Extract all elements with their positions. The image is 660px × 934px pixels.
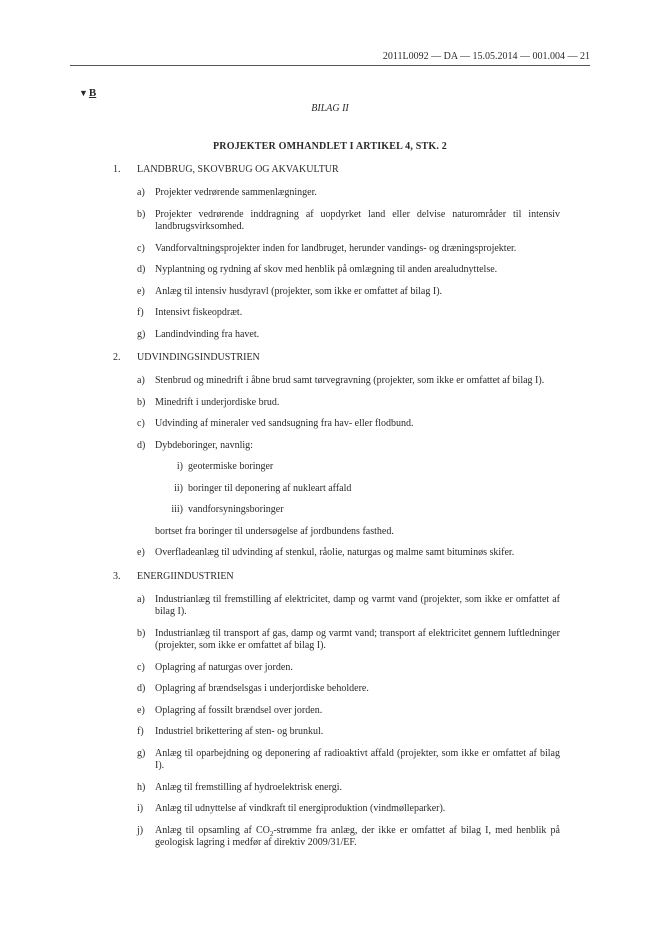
list-item bbox=[137, 825, 560, 850]
exception-note: bortset fra boringer til undersøgelse af jordbundens fasthed. bbox=[155, 525, 394, 537]
item-text: Industriel brikettering af sten- og brunkul. bbox=[155, 726, 324, 737]
section-title: ENERGIINDUSTRIEN bbox=[137, 570, 234, 582]
sub-list-item bbox=[155, 504, 560, 517]
list-item bbox=[137, 782, 560, 795]
list-item bbox=[137, 662, 560, 675]
item-label: d) bbox=[137, 683, 146, 694]
item-text: Oplagring af fossilt brændsel over jorden. bbox=[155, 704, 323, 716]
item-text-before: Anlæg til opsamling af CO bbox=[155, 824, 270, 836]
item-text: Industrianlæg til transport af gas, damp og varmt vand; transport af elektricitet gennem luftledninger (projekter, som ikke er omfattet af bilag I). bbox=[155, 627, 560, 651]
item-text: Udvinding af mineraler ved sandsugning fra hav- eller flodbund. bbox=[155, 418, 414, 429]
list-item bbox=[137, 209, 560, 234]
section-heading bbox=[113, 571, 560, 585]
list-item bbox=[137, 594, 560, 619]
sub-item-label: ii) bbox=[174, 482, 183, 494]
item-label: a) bbox=[137, 375, 145, 386]
sub-item-text: geotermiske boringer bbox=[188, 461, 274, 472]
document-reference: 2011L0092 — DA — 15.05.2014 — 001.004 — 21 bbox=[382, 51, 590, 62]
item-text: Projekter vedrørende inddragning af uopdyrket land eller delvise naturområder til intensiv landbrugsvirksomhed. bbox=[155, 208, 560, 232]
list-item bbox=[137, 243, 560, 256]
item-label: g) bbox=[137, 328, 146, 340]
section-heading bbox=[113, 164, 560, 178]
list-item bbox=[137, 264, 560, 277]
item-text: Oplagring af brændselsgas i underjordiske beholdere. bbox=[155, 683, 369, 694]
item-text-after: -strømme fra anlæg, der ikke er omfattet af bilag I, med henblik på geologisk lagring i medfør af direktiv 2009/31/EF. bbox=[155, 824, 560, 848]
item-label: i) bbox=[137, 803, 144, 814]
sub-list-item bbox=[155, 461, 560, 474]
list-item bbox=[137, 628, 560, 653]
item-label: a) bbox=[137, 593, 145, 605]
header-rule bbox=[70, 65, 590, 66]
annex-heading: PROJEKTER OMHANDLET I ARTIKEL 4, STK. 2 bbox=[213, 141, 447, 152]
triangle-down-icon: ▼ bbox=[79, 88, 88, 98]
item-label: g) bbox=[137, 747, 146, 759]
list-item bbox=[137, 187, 560, 200]
list-item bbox=[137, 397, 560, 410]
list-item bbox=[137, 748, 560, 773]
item-label: d) bbox=[137, 264, 146, 275]
list-item bbox=[137, 418, 560, 431]
list-item bbox=[137, 547, 560, 560]
item-text: Dybdeboringer, navnlig: bbox=[155, 439, 253, 451]
item-text: Minedrift i underjordiske brud. bbox=[155, 396, 280, 408]
consolidation-marker bbox=[79, 87, 96, 100]
item-text: Stenbrud og minedrift i åbne brud samt tørvegravning (projekter, som ikke er omfattet af bilag I). bbox=[155, 375, 545, 386]
list-item bbox=[137, 726, 560, 739]
item-label: c) bbox=[137, 242, 145, 254]
item-text: Nyplantning og rydning af skov med henblik på omlægning til anden arealudnyttelse. bbox=[155, 264, 498, 275]
item-label: e) bbox=[137, 547, 145, 558]
sub-item-text: vandforsyningsboringer bbox=[188, 504, 284, 515]
item-text: Anlæg til fremstilling af hydroelektrisk energi. bbox=[155, 781, 343, 793]
item-label: b) bbox=[137, 208, 146, 220]
item-label: f) bbox=[137, 307, 144, 318]
item-text: Anlæg til udnyttelse af vindkraft til energiproduktion (vindmølleparker). bbox=[155, 803, 446, 814]
list-item bbox=[137, 307, 560, 320]
item-label: c) bbox=[137, 661, 145, 673]
list-item bbox=[137, 440, 560, 453]
annex-content bbox=[113, 164, 560, 861]
item-text: Overfladeanlæg til udvinding af stenkul, råolie, naturgas og malme samt bituminøs skifer. bbox=[155, 547, 515, 558]
sub-item-text: boringer til deponering af nukleart affald bbox=[188, 482, 352, 494]
item-label: b) bbox=[137, 627, 146, 639]
item-text: Landindvinding fra havet. bbox=[155, 328, 260, 340]
item-label: e) bbox=[137, 704, 145, 716]
section-title: LANDBRUG, SKOVBRUG OG AKVAKULTUR bbox=[137, 164, 339, 175]
item-label: j) bbox=[137, 824, 144, 836]
annex-title: BILAG II bbox=[311, 103, 349, 114]
list-item bbox=[137, 329, 560, 342]
item-text: Vandforvaltningsprojekter inden for landbruget, herunder vandings- og dræningsprojekter. bbox=[155, 242, 517, 254]
section-energy-industry bbox=[113, 571, 560, 850]
sub-item-label: iii) bbox=[171, 504, 183, 515]
list-item bbox=[137, 683, 560, 696]
item-label: h) bbox=[137, 781, 146, 793]
section-heading bbox=[113, 352, 560, 366]
marker-code: B bbox=[88, 87, 97, 99]
item-text: Projekter vedrørende sammenlægninger. bbox=[155, 187, 317, 198]
item-text: Intensivt fiskeopdræt. bbox=[155, 307, 243, 318]
list-item bbox=[137, 375, 560, 388]
item-text: Oplagring af naturgas over jorden. bbox=[155, 661, 293, 673]
list-item bbox=[137, 286, 560, 299]
item-label: b) bbox=[137, 396, 146, 408]
section-extractive-industry bbox=[113, 352, 560, 560]
sub-item-label: i) bbox=[176, 461, 183, 472]
co2-subscript: 2 bbox=[269, 829, 274, 838]
item-label: f) bbox=[137, 726, 144, 737]
item-label: c) bbox=[137, 418, 145, 429]
item-text: Industrianlæg til fremstilling af elektricitet, damp og varmt vand (projekter, som ikke er omfattet af bilag I). bbox=[155, 593, 560, 617]
list-item bbox=[137, 705, 560, 718]
list-item bbox=[137, 803, 560, 816]
sub-list-item bbox=[155, 483, 560, 496]
section-number: 3. bbox=[113, 570, 121, 582]
section-number: 1. bbox=[113, 164, 121, 175]
item-label: e) bbox=[137, 285, 145, 297]
section-title: UDVINDINGSINDUSTRIEN bbox=[137, 352, 260, 363]
section-number: 2. bbox=[113, 352, 121, 363]
item-text: Anlæg til oparbejdning og deponering af radioaktivt affald (projekter, som ikke er omfattet af bilag I). bbox=[155, 747, 560, 771]
item-text bbox=[155, 825, 560, 850]
section-agriculture bbox=[113, 164, 560, 341]
item-label: a) bbox=[137, 187, 145, 198]
item-label: d) bbox=[137, 439, 146, 451]
item-text: Anlæg til intensiv husdyravl (projekter, som ikke er omfattet af bilag I). bbox=[155, 285, 443, 297]
